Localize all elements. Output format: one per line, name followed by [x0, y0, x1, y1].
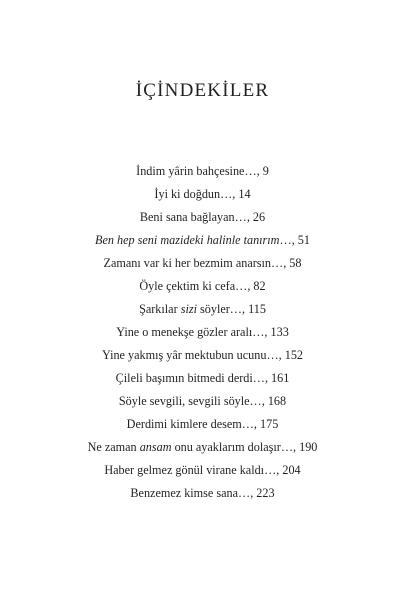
toc-entry-text: …, 51: [279, 233, 310, 247]
toc-entry-italic-text: sizi: [180, 302, 197, 316]
toc-entry-text: onu ayaklarım dolaşır…, 190: [171, 440, 318, 454]
toc-entry-text: Benzemez kimse sana…, 223: [130, 486, 275, 500]
toc-entry-text: Yine o menekşe gözler aralı…, 133: [116, 325, 289, 339]
toc-entry-italic-text: Ben hep seni mazideki halinle tanırım: [95, 233, 280, 247]
toc-entry-text: Ne zaman: [87, 440, 140, 454]
toc-entry: [0, 413, 405, 436]
toc-entry-text: Derdimi kimlere desem…, 175: [126, 417, 279, 431]
toc-entry: [0, 436, 405, 459]
toc-entry: [0, 229, 405, 252]
toc-entry: [0, 183, 405, 206]
toc-entry-text: söyler…, 115: [196, 302, 266, 316]
toc-entry-text: Söyle sevgili, sevgili söyle…, 168: [118, 394, 287, 408]
toc-entry: [0, 390, 405, 413]
toc-entry-text: İyi ki doğdun…, 14: [154, 187, 251, 201]
toc-entry: [0, 252, 405, 275]
toc-entry: [0, 206, 405, 229]
toc-entry-text: Yine yakmış yâr mektubun ucunu…, 152: [101, 348, 304, 362]
toc-entry: [0, 275, 405, 298]
toc-entry: [0, 160, 405, 183]
toc-entry: [0, 298, 405, 321]
toc-entry-text: Öyle çektim ki cefa…, 82: [139, 279, 266, 293]
toc-entry-italic-text: ansam: [139, 440, 172, 454]
toc-entry-text: İndim yârin bahçesine…, 9: [136, 164, 269, 178]
toc-entry: [0, 344, 405, 367]
table-of-contents: [0, 160, 405, 505]
toc-entry-text: Haber gelmez gönül virane kaldı…, 204: [104, 463, 301, 477]
toc-entry: [0, 459, 405, 482]
toc-entry-text: Çileli başımın bitmedi derdi…, 161: [115, 371, 290, 385]
toc-entry: [0, 321, 405, 344]
toc-entry: [0, 482, 405, 505]
toc-entry: [0, 367, 405, 390]
page-title: İÇİNDEKİLER: [135, 80, 270, 101]
toc-entry-text: Beni sana bağlayan…, 26: [139, 210, 266, 224]
toc-entry-text: Zamanı var ki her bezmim anarsın…, 58: [103, 256, 302, 270]
toc-entry-text: Şarkılar: [139, 302, 181, 316]
